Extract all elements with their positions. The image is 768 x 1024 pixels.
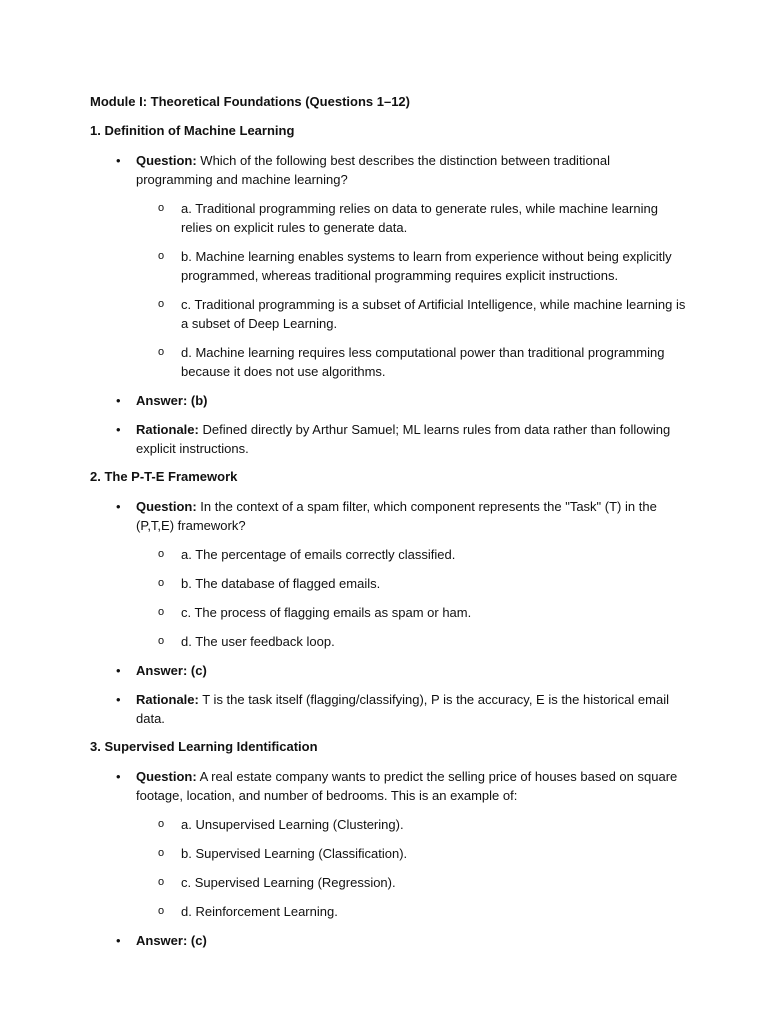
circle-bullet-icon: o [158, 847, 165, 859]
option-text: a. Unsupervised Learning (Clustering). [181, 817, 404, 832]
option-item [136, 815, 690, 834]
option-item [136, 199, 690, 237]
option-item [136, 603, 690, 622]
answer-value: (c) [190, 933, 207, 948]
question-2-text: In the context of a spam filter, which component represents the "Task" (T) in the (P,T,E) framework? [136, 499, 657, 533]
question-2-prompt [90, 497, 690, 651]
question-1-text: Which of the following best describes the distinction between traditional programming and machine learning? [136, 153, 611, 187]
option-text: c. Supervised Learning (Regression). [181, 875, 396, 890]
option-item [136, 574, 690, 593]
option-text: b. Supervised Learning (Classification). [181, 846, 408, 861]
question-2-rationale [90, 690, 690, 728]
option-item [136, 545, 690, 564]
option-text: b. The database of flagged emails. [181, 576, 381, 591]
option-text: d. Machine learning requires less computational power than traditional programming because it does not use algorithms. [181, 345, 665, 379]
module-title: Module I: Theoretical Foundations (Questions 1–12) [90, 94, 410, 109]
question-3-answer [90, 931, 690, 950]
option-item [136, 343, 690, 381]
option-item [136, 295, 690, 333]
circle-bullet-icon: o [158, 298, 165, 310]
answer-value: (b) [190, 393, 208, 408]
answer-label: Answer: [136, 663, 191, 678]
bullet-icon: • [116, 393, 121, 408]
question-3-prompt [90, 767, 690, 921]
circle-bullet-icon: o [158, 250, 165, 262]
circle-bullet-icon: o [158, 635, 165, 647]
option-text: d. Reinforcement Learning. [181, 904, 338, 919]
option-text: c. Traditional programming is a subset of Artificial Intelligence, while machine learning is a subset of Deep Learning. [181, 297, 686, 331]
option-text: d. The user feedback loop. [181, 634, 335, 649]
option-item [136, 873, 690, 892]
circle-bullet-icon: o [158, 818, 165, 830]
circle-bullet-icon: o [158, 606, 165, 618]
circle-bullet-icon: o [158, 202, 165, 214]
option-item [136, 844, 690, 863]
answer-label: Answer: [136, 393, 191, 408]
bullet-icon: • [116, 153, 121, 168]
question-3-options [136, 815, 690, 921]
question-3-title: 3. Supervised Learning Identification [90, 739, 318, 754]
question-label: Question: [136, 769, 197, 784]
bullet-icon: • [116, 933, 121, 948]
rationale-text: T is the task itself (flagging/classifying), P is the accuracy, E is the historical email data. [136, 692, 669, 726]
circle-bullet-icon: o [158, 577, 165, 589]
option-item [136, 902, 690, 921]
question-1-answer [90, 391, 690, 410]
option-item [136, 247, 690, 285]
option-text: a. Traditional programming relies on data to generate rules, while machine learning relies on explicit rules to generate data. [181, 201, 658, 235]
question-1-options [136, 199, 690, 381]
circle-bullet-icon: o [158, 548, 165, 560]
rationale-text: Defined directly by Arthur Samuel; ML learns rules from data rather than following explicit instructions. [136, 422, 671, 456]
option-text: c. The process of flagging emails as spam or ham. [181, 605, 472, 620]
option-text: b. Machine learning enables systems to learn from experience without being explicitly programmed, whereas traditional programming requires explicit instructions. [181, 249, 672, 283]
bullet-icon: • [116, 499, 121, 514]
answer-value: (c) [190, 663, 207, 678]
question-2-block [90, 497, 690, 728]
question-1-rationale [90, 420, 690, 458]
question-label: Question: [136, 153, 197, 168]
option-item [136, 632, 690, 651]
option-text: a. The percentage of emails correctly classified. [181, 547, 456, 562]
bullet-icon: • [116, 769, 121, 784]
bullet-icon: • [116, 663, 121, 678]
rationale-label: Rationale: [136, 422, 199, 437]
circle-bullet-icon: o [158, 905, 165, 917]
circle-bullet-icon: o [158, 346, 165, 358]
question-1-title: 1. Definition of Machine Learning [90, 123, 295, 138]
question-1-prompt [90, 151, 690, 381]
rationale-label: Rationale: [136, 692, 199, 707]
question-label: Question: [136, 499, 197, 514]
question-3-text: A real estate company wants to predict the selling price of houses based on square footage, location, and number of bedrooms. This is an example of: [136, 769, 678, 803]
bullet-icon: • [116, 692, 121, 707]
question-2-options [136, 545, 690, 651]
question-2-answer [90, 661, 690, 680]
document-content [90, 93, 690, 960]
question-3-block [90, 767, 690, 950]
bullet-icon: • [116, 422, 121, 437]
question-1-block [90, 151, 690, 458]
answer-label: Answer: [136, 933, 191, 948]
question-2-title: 2. The P-T-E Framework [90, 469, 238, 484]
circle-bullet-icon: o [158, 876, 165, 888]
